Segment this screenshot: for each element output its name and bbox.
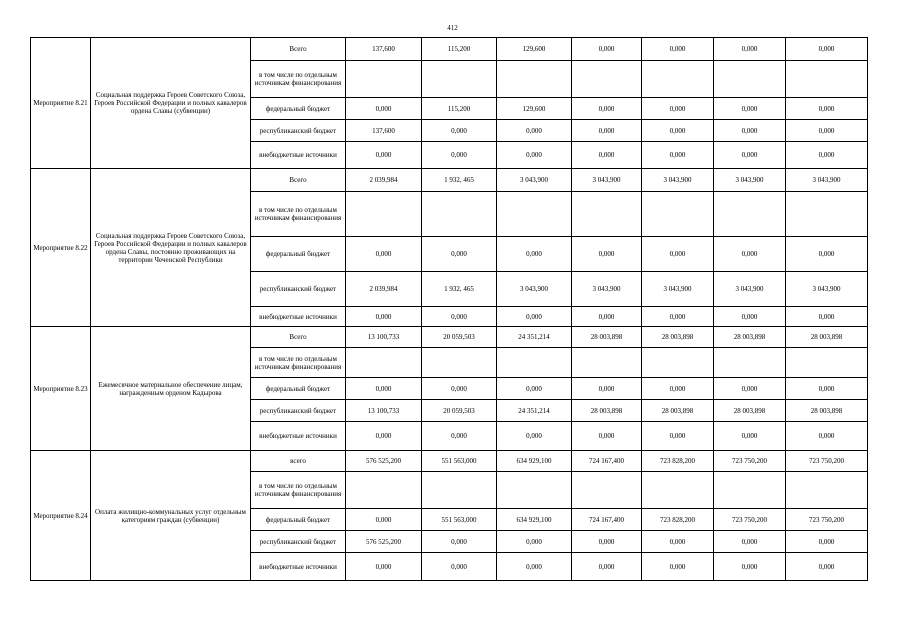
value-cell: 0,000 <box>422 142 497 169</box>
funding-source-label: в том числе по отдельным источникам финансирования <box>251 192 346 237</box>
funding-source-label: федеральный бюджет <box>251 509 346 531</box>
value-cell: 0,000 <box>497 237 572 272</box>
value-cell <box>497 348 572 378</box>
value-cell <box>642 348 714 378</box>
value-cell: 0,000 <box>786 553 868 581</box>
event-code: Мероприятие 8.21 <box>31 38 91 169</box>
value-cell: 28 003,898 <box>786 400 868 422</box>
value-cell: 1 932, 465 <box>422 272 497 307</box>
table-row <box>31 38 868 61</box>
value-cell: 0,000 <box>714 98 786 120</box>
value-cell: 3 043,900 <box>714 272 786 307</box>
value-cell: 3 043,900 <box>786 272 868 307</box>
value-cell: 3 043,900 <box>642 169 714 192</box>
value-cell: 0,000 <box>346 422 422 451</box>
value-cell: 0,000 <box>786 120 868 142</box>
value-cell: 551 563,000 <box>422 509 497 531</box>
value-cell: 724 167,400 <box>572 451 642 472</box>
value-cell: 0,000 <box>422 531 497 553</box>
value-cell: 3 043,900 <box>497 169 572 192</box>
value-cell <box>497 472 572 509</box>
value-cell: 0,000 <box>786 307 868 327</box>
value-cell: 137,600 <box>346 120 422 142</box>
value-cell: 3 043,900 <box>497 272 572 307</box>
value-cell <box>346 192 422 237</box>
value-cell: 0,000 <box>786 531 868 553</box>
table-row <box>31 327 868 348</box>
value-cell <box>572 472 642 509</box>
value-cell: 0,000 <box>497 531 572 553</box>
value-cell <box>786 472 868 509</box>
value-cell: 28 003,898 <box>714 400 786 422</box>
value-cell: 0,000 <box>346 553 422 581</box>
table-row <box>31 451 868 472</box>
value-cell: 0,000 <box>497 142 572 169</box>
value-cell: 3 043,900 <box>572 169 642 192</box>
value-cell: 0,000 <box>642 307 714 327</box>
value-cell: 2 039,984 <box>346 272 422 307</box>
value-cell <box>422 472 497 509</box>
value-cell: 723 750,200 <box>786 451 868 472</box>
event-code: Мероприятие 8.23 <box>31 327 91 451</box>
value-cell: 0,000 <box>422 307 497 327</box>
value-cell: 724 167,400 <box>572 509 642 531</box>
value-cell: 0,000 <box>497 378 572 400</box>
value-cell: 0,000 <box>642 98 714 120</box>
value-cell: 0,000 <box>346 237 422 272</box>
value-cell: 24 351,214 <box>497 400 572 422</box>
funding-source-label: федеральный бюджет <box>251 378 346 400</box>
value-cell: 3 043,900 <box>714 169 786 192</box>
value-cell: 0,000 <box>714 553 786 581</box>
funding-source-label: Всего <box>251 38 346 61</box>
value-cell: 0,000 <box>714 237 786 272</box>
value-cell: 0,000 <box>346 307 422 327</box>
value-cell <box>714 61 786 98</box>
funding-source-label: республиканский бюджет <box>251 272 346 307</box>
value-cell <box>346 348 422 378</box>
value-cell: 0,000 <box>572 142 642 169</box>
value-cell: 0,000 <box>642 237 714 272</box>
value-cell: 0,000 <box>714 38 786 61</box>
funding-source-label: внебюджетные источники <box>251 307 346 327</box>
value-cell: 1 932, 465 <box>422 169 497 192</box>
value-cell <box>422 348 497 378</box>
funding-source-label: внебюджетные источники <box>251 422 346 451</box>
funding-source-label: федеральный бюджет <box>251 98 346 120</box>
value-cell: 0,000 <box>642 38 714 61</box>
value-cell: 0,000 <box>714 142 786 169</box>
value-cell: 13 100,733 <box>346 327 422 348</box>
value-cell <box>786 348 868 378</box>
value-cell: 28 003,898 <box>642 327 714 348</box>
value-cell: 0,000 <box>572 38 642 61</box>
funding-table <box>30 37 868 581</box>
value-cell: 0,000 <box>497 120 572 142</box>
value-cell: 0,000 <box>422 553 497 581</box>
value-cell: 0,000 <box>642 422 714 451</box>
value-cell: 0,000 <box>714 378 786 400</box>
value-cell: 0,000 <box>572 237 642 272</box>
value-cell: 115,200 <box>422 38 497 61</box>
value-cell <box>642 192 714 237</box>
value-cell: 0,000 <box>786 237 868 272</box>
funding-source-label: федеральный бюджет <box>251 237 346 272</box>
value-cell: 129,600 <box>497 98 572 120</box>
value-cell: 0,000 <box>572 553 642 581</box>
funding-source-label: внебюджетные источники <box>251 553 346 581</box>
value-cell: 0,000 <box>346 98 422 120</box>
table-row <box>31 169 868 192</box>
value-cell: 576 525,200 <box>346 451 422 472</box>
value-cell: 723 828,200 <box>642 451 714 472</box>
value-cell: 0,000 <box>422 120 497 142</box>
value-cell: 2 039,984 <box>346 169 422 192</box>
value-cell: 0,000 <box>422 237 497 272</box>
value-cell: 0,000 <box>572 98 642 120</box>
value-cell: 634 929,100 <box>497 451 572 472</box>
value-cell: 20 059,503 <box>422 400 497 422</box>
value-cell <box>422 61 497 98</box>
value-cell <box>714 348 786 378</box>
event-name: Ежемесячное материальное обеспечение лицам, награжденным орденом Кадырова <box>91 327 251 451</box>
event-name: Оплата жилищно-коммунальных услуг отдельным категориям граждан (субвенции) <box>91 451 251 581</box>
value-cell: 0,000 <box>572 378 642 400</box>
value-cell: 28 003,898 <box>714 327 786 348</box>
value-cell: 28 003,898 <box>572 327 642 348</box>
funding-source-label: внебюджетные источники <box>251 142 346 169</box>
value-cell: 0,000 <box>642 378 714 400</box>
value-cell: 0,000 <box>422 422 497 451</box>
event-name: Социальная поддержка Героев Советского Союза, Героев Российской Федерации и полных кавалеров ордена Славы, постоянно проживающих на территории Чеченской Республики <box>91 169 251 327</box>
value-cell <box>422 192 497 237</box>
value-cell: 634 929,100 <box>497 509 572 531</box>
value-cell: 0,000 <box>497 307 572 327</box>
value-cell: 3 043,900 <box>786 169 868 192</box>
value-cell: 0,000 <box>346 509 422 531</box>
funding-source-label: республиканский бюджет <box>251 531 346 553</box>
value-cell <box>714 472 786 509</box>
value-cell: 0,000 <box>497 553 572 581</box>
value-cell: 20 059,503 <box>422 327 497 348</box>
page-number: 412 <box>447 24 458 32</box>
value-cell: 28 003,898 <box>786 327 868 348</box>
value-cell <box>497 61 572 98</box>
value-cell: 0,000 <box>346 378 422 400</box>
value-cell <box>346 61 422 98</box>
value-cell <box>572 192 642 237</box>
funding-source-label: Всего <box>251 327 346 348</box>
value-cell: 115,200 <box>422 98 497 120</box>
value-cell: 0,000 <box>572 307 642 327</box>
event-code: Мероприятие 8.24 <box>31 451 91 581</box>
value-cell: 3 043,900 <box>572 272 642 307</box>
value-cell: 0,000 <box>786 38 868 61</box>
funding-source-label: в том числе по отдельным источникам финансирования <box>251 348 346 378</box>
value-cell: 723 750,200 <box>786 509 868 531</box>
value-cell: 0,000 <box>714 531 786 553</box>
value-cell <box>346 472 422 509</box>
value-cell <box>714 192 786 237</box>
event-code: Мероприятие 8.22 <box>31 169 91 327</box>
value-cell: 723 750,200 <box>714 509 786 531</box>
value-cell: 137,600 <box>346 38 422 61</box>
funding-source-label: республиканский бюджет <box>251 400 346 422</box>
value-cell: 0,000 <box>497 422 572 451</box>
value-cell: 0,000 <box>714 422 786 451</box>
funding-source-label: всего <box>251 451 346 472</box>
funding-source-label: республиканский бюджет <box>251 120 346 142</box>
value-cell: 0,000 <box>786 98 868 120</box>
value-cell: 24 351,214 <box>497 327 572 348</box>
value-cell: 0,000 <box>714 120 786 142</box>
value-cell: 0,000 <box>786 422 868 451</box>
value-cell: 0,000 <box>346 142 422 169</box>
value-cell: 0,000 <box>642 553 714 581</box>
funding-source-label: Всего <box>251 169 346 192</box>
value-cell <box>642 61 714 98</box>
value-cell: 0,000 <box>642 531 714 553</box>
value-cell: 129,600 <box>497 38 572 61</box>
value-cell <box>572 348 642 378</box>
value-cell: 576 525,200 <box>346 531 422 553</box>
value-cell: 28 003,898 <box>642 400 714 422</box>
value-cell: 28 003,898 <box>572 400 642 422</box>
value-cell <box>642 472 714 509</box>
value-cell <box>572 61 642 98</box>
value-cell: 0,000 <box>786 142 868 169</box>
value-cell <box>786 61 868 98</box>
value-cell: 0,000 <box>422 378 497 400</box>
value-cell: 0,000 <box>714 307 786 327</box>
value-cell: 723 750,200 <box>714 451 786 472</box>
value-cell: 0,000 <box>642 142 714 169</box>
funding-source-label: в том числе по отдельным источникам финансирования <box>251 472 346 509</box>
value-cell: 551 563,000 <box>422 451 497 472</box>
value-cell: 0,000 <box>572 531 642 553</box>
value-cell <box>786 192 868 237</box>
value-cell: 3 043,900 <box>642 272 714 307</box>
value-cell: 0,000 <box>642 120 714 142</box>
value-cell: 0,000 <box>572 422 642 451</box>
value-cell: 0,000 <box>572 120 642 142</box>
funding-source-label: в том числе по отдельным источникам финансирования <box>251 61 346 98</box>
value-cell <box>497 192 572 237</box>
value-cell: 723 828,200 <box>642 509 714 531</box>
event-name: Социальная поддержка Героев Советского Союза, Героев Российской Федерации и полных кавалеров ордена Славы (субвенции) <box>91 38 251 169</box>
value-cell: 13 100,733 <box>346 400 422 422</box>
value-cell: 0,000 <box>786 378 868 400</box>
